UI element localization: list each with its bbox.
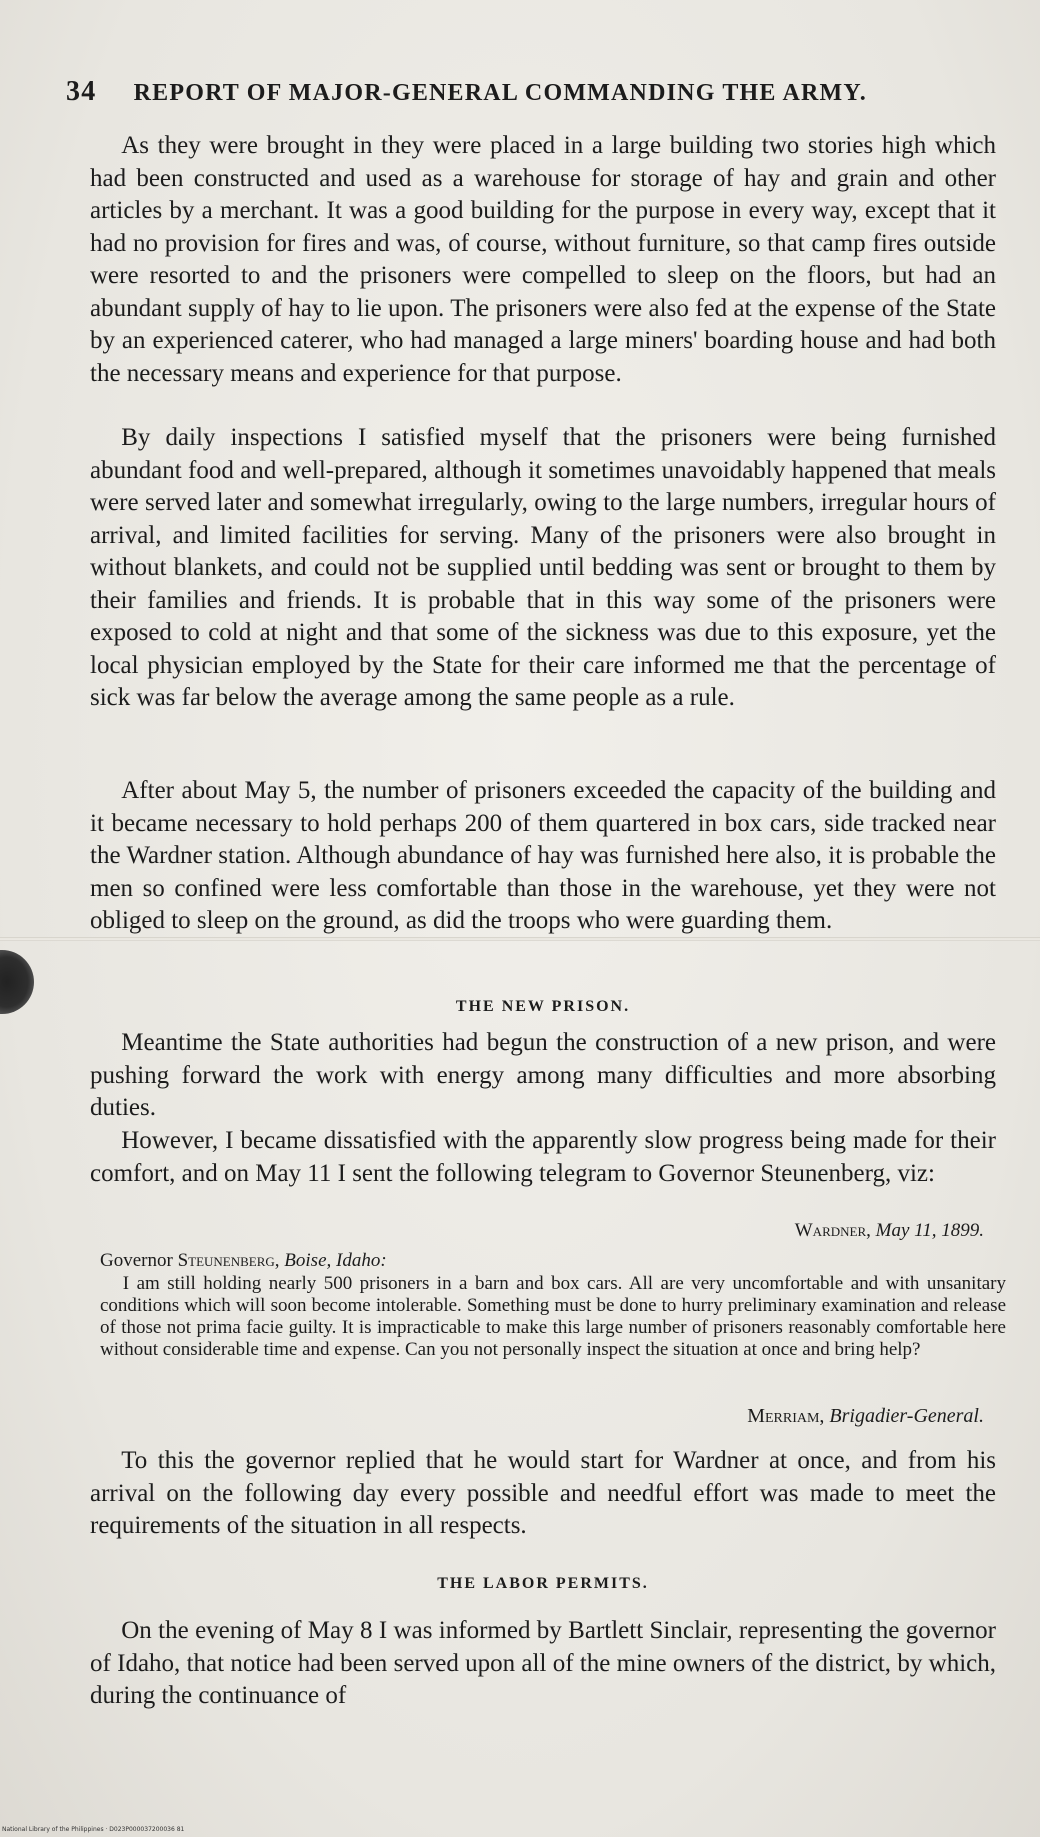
paragraph-inspections: By daily inspections I satisfied myself that the prisoners were being furnished abundant food and well-prepared, although it sometimes unavoidably happened that meals were served later and somewhat irregularly, owing to the large numbers, irregular hours of arrival, and limited facilities for serving. Many of the prisoners were also brought in without blankets, and could not be supplied until bedding was sent or brought to them by their families and friends. It is probable that in this way some of the prisoners were exposed to cold at night and that some of the sickness was due to this exposure, yet the local physician employed by the State for their care informed me that the percentage of sick was far below the average among the same people as a rule.	[90, 424, 996, 711]
telegram-body: I am still holding nearly 500 prisoners in a barn and box cars. All are very uncomfortable and with unsanitary conditions which will soon become intolerable. Something must be done to hurry preliminary examination and release of those not prima facie guilty. It is impracticable to make this large number of prisoners reasonably comfortable here without considerable time and expense. Can you not personally inspect the situation at once and bring help?	[100, 1273, 1006, 1360]
telegram-signature-name: Merriam,	[747, 1405, 825, 1427]
page-fold-line	[0, 937, 1040, 941]
telegram-address	[100, 1250, 387, 1272]
telegram-address-place: Boise, Idaho:	[284, 1250, 387, 1271]
paragraph-new-prison: Meantime the State authorities had begun the construction of a new prison, and were pushing forward the work with energy among many difficulties and more absorbing duties.	[90, 1029, 996, 1121]
page-number: 34	[66, 76, 97, 107]
source-footer: National Library of the Philippines · D023P000037200036 81	[2, 1826, 185, 1833]
telegram-dateline	[795, 1220, 984, 1242]
telegram-signature	[747, 1405, 984, 1428]
telegram-address-prefix: Governor	[100, 1250, 173, 1271]
telegram-dateline-place: Wardner,	[794, 1220, 871, 1241]
paragraph-labor-permits: On the evening of May 8 I was informed by Bartlett Sinclair, representing the governor of Idaho, that notice had been served upon all of the mine owners of the district, by which, during the continuance of	[90, 1617, 996, 1709]
paragraph-dissatisfied: However, I became dissatisfied with the apparently slow progress being made for their comfort, and on May 11 I sent the following telegram to Governor Steunenberg, viz:	[90, 1127, 996, 1187]
paragraph-warehouse: As they were brought in they were placed in a large building two stories high which had been constructed and used as a warehouse for storage of hay and grain and other articles by a merchant. It was a good building for the purpose in every way, except that it had no provision for fires and was, of course, without furniture, so that camp fires outside were resorted to and the prisoners were compelled to sleep on the floors, but had an abundant supply of hay to lie upon. The prisoners were also fed at the expense of the State by an experienced caterer, who had managed a large miners' boarding house and had both the necessary means and experience for that purpose.	[90, 132, 996, 387]
running-header	[66, 76, 966, 108]
section-heading-new-prison: THE NEW PRISON.	[455, 998, 631, 1015]
paragraph-box-cars: After about May 5, the number of prisoners exceeded the capacity of the building and it became necessary to hold perhaps 200 of them quartered in box cars, side tracked near the Wardner station. Although abundance of hay was furnished here also, it is probable the men so confined were less comfortable than those in the warehouse, yet they were not obliged to sleep on the ground, as did the troops who were guarding them.	[90, 777, 996, 934]
telegram-address-name: Steunenberg,	[177, 1250, 280, 1271]
telegram-signature-title: Brigadier-General.	[829, 1405, 984, 1427]
paragraph-governor-reply: To this the governor replied that he would start for Wardner at once, and from his arrival on the following day every possible and needful effort was made to meet the requirements of the situation in all respects.	[90, 1447, 996, 1539]
running-title: REPORT OF MAJOR-GENERAL COMMANDING THE ARMY.	[133, 80, 867, 106]
section-heading-labor-permits: THE LABOR PERMITS.	[437, 1575, 649, 1592]
telegram-dateline-date: May 11, 1899.	[875, 1220, 984, 1241]
binder-clip	[0, 950, 34, 1014]
